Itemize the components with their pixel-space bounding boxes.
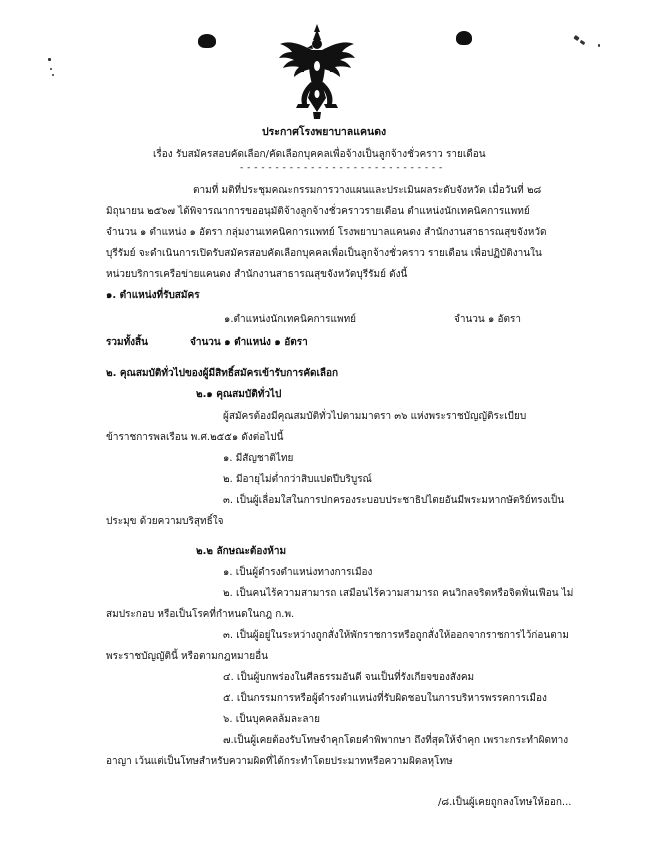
scan-speck [598,44,600,47]
intro-line: บุรีรัมย์ จะดำเนินการเปิดรับสมัครสอบคัดเลือกบุคคลเพื่อเป็นลูกจ้างชั่วคราว รายเดือน เพื่อปฏิบัติงานใน [106,248,542,259]
intro-line: ตามที่ มติที่ประชุมคณะกรรมการวางแผนและประเมินผลระดับจังหวัด เมื่อวันที่ ๒๘ [193,185,542,196]
position-count: จำนวน ๑ อัตรา [454,314,521,325]
qualification-item: ๒. มีอายุไม่ต่ำกว่าสิบแปดปีบริบูรณ์ [223,474,372,485]
prohibition-item: ๗.เป็นผู้เคยต้องรับโทษจำคุกโดยคำพิพากษา ถึงที่สุดให้จำคุก เพราะกระทำผิดทาง [223,735,569,746]
subsection-2-1-heading: ๒.๑ คุณสมบัติทั่วไป [196,389,282,400]
header-divider: - - - - - - - - - - - - - - - - - - - - - - - - - - - - - [240,163,443,173]
prohibition-item: ๑. เป็นผู้ดำรงตำแหน่งทางการเมือง [223,567,373,578]
intro-line: หน่วยบริการเครือข่ายแคนดง สำนักงานสาธารณสุขจังหวัดบุรีรัมย์ ดังนี้ [106,269,408,280]
scan-speck [580,40,586,45]
qualification-item: ๑. มีสัญชาติไทย [223,453,294,464]
scan-speck [573,35,579,41]
scan-punch-hole-right [456,31,472,45]
page-continuation: /๘.เป็นผู้เคยถูกลงโทษให้ออก... [438,797,572,808]
prohibition-item: ๕. เป็นกรรมการหรือผู้ดำรงตำแหน่งที่รับผิดชอบในการบริหารพรรคการเมือง [223,693,547,704]
prohibition-line: สมประกอบ หรือเป็นโรคที่กำหนดในกฎ ก.พ. [106,609,295,620]
qualification-line: ประมุข ด้วยความบริสุทธิ์ใจ [106,516,224,527]
section-1-heading: ๑. ตำแหน่งที่รับสมัคร [106,290,200,301]
position-name: ๑.ตำแหน่งนักเทคนิคการแพทย์ [224,314,357,325]
prohibition-item: ๔. เป็นผู้บกพร่องในศีลธรรมอันดี จนเป็นที่รังเกียจของสังคม [223,672,475,683]
prohibition-line: อาญา เว้นแต่เป็นโทษสำหรับความผิดที่ได้กระทำโดยประมาทหรือความผิดลหุโทษ [106,756,453,767]
scan-speck [50,68,52,70]
qualification-line: ผู้สมัครต้องมีคุณสมบัติทั่วไปตามมาตรา ๓๖ แห่งพระราชบัญญัติระเบียบ [223,411,527,422]
intro-line: จำนวน ๑ ตำแหน่ง ๑ อัตรา กลุ่มงานเทคนิคการแพทย์ โรงพยาบาลแคนดง สำนักงานสาธารณสุขจังหวัด [106,227,547,238]
garuda-emblem-icon [276,22,358,122]
announcement-subject: เรื่อง รับสมัครสอบคัดเลือก/คัดเลือกบุคคลเพื่อจ้างเป็นลูกจ้างชั่วคราว รายเดือน [153,149,486,160]
qualification-line: ข้าราชการพลเรือน พ.ศ.๒๕๕๑ ดังต่อไปนี้ [106,432,284,443]
prohibition-item: ๖. เป็นบุคคลล้มละลาย [223,714,320,725]
total-value: จำนวน ๑ ตำแหน่ง ๑ อัตรา [190,337,308,348]
total-label: รวมทั้งสิ้น [106,337,148,348]
subsection-2-2-heading: ๒.๒ ลักษณะต้องห้าม [196,546,287,557]
prohibition-item: ๓. เป็นผู้อยู่ในระหว่างถูกสั่งให้พักราชการหรือถูกสั่งให้ออกจากราชการไว้ก่อนตาม [223,630,569,641]
intro-line: มิถุนายน ๒๕๖๗ ได้พิจารณาการขออนุมัติจ้างลูกจ้างชั่วคราวรายเดือน ตำแหน่งนักเทคนิคการแพทย์ [106,206,530,217]
announcement-title: ประกาศโรงพยาบาลแคนดง [262,126,387,138]
prohibition-item: ๒. เป็นคนไร้ความสามารถ เสมือนไร้ความสามารถ คนวิกลจริตหรือจิตฟั่นเฟือน ไม่ [223,588,574,599]
qualification-item: ๓. เป็นผู้เลื่อมใสในการปกครองระบอบประชาธิปไตยอันมีพระมหากษัตริย์ทรงเป็น [223,495,565,506]
prohibition-line: พระราชบัญญัตินี้ หรือตามกฎหมายอื่น [106,651,268,662]
scan-speck [52,74,54,76]
scan-punch-hole-left [198,34,216,48]
scan-speck [48,58,51,61]
section-2-heading: ๒. คุณสมบัติทั่วไปของผู้มีสิทธิ์สมัครเข้ารับการคัดเลือก [106,368,339,379]
